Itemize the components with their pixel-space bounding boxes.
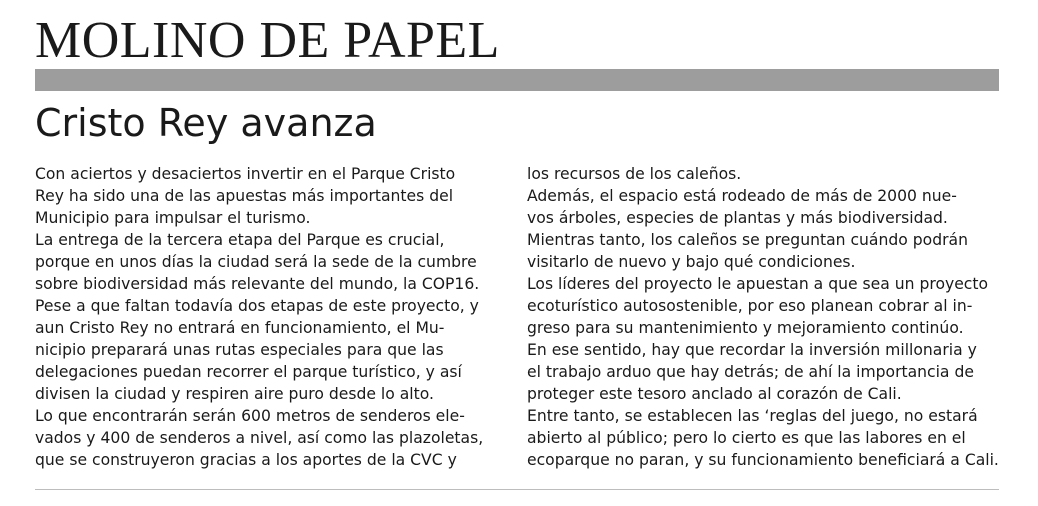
- text-line: proteger este tesoro anclado al corazón de Cali.: [527, 385, 902, 403]
- text-line: divisen la ciudad y respiren aire puro desde lo alto.: [35, 385, 434, 403]
- text-line: Lo que encontrarán serán 600 metros de senderos ele-: [35, 407, 465, 425]
- text-line: ecoturístico autosostenible, por eso planean cobrar al in-: [527, 297, 973, 315]
- text-line: Pese a que faltan todavía dos etapas de este proyecto, y: [35, 297, 479, 315]
- text-line: ecoparque no paran, y su funcionamiento beneficiará a Cali.: [527, 451, 999, 469]
- text-line: Mientras tanto, los caleños se preguntan cuándo podrán: [527, 231, 968, 249]
- text-line: que se construyeron gracias a los aportes de la CVC y: [35, 451, 457, 469]
- text-line: greso para su mantenimiento y mejoramiento continúo.: [527, 319, 964, 337]
- section-title: MOLINO DE PAPEL: [35, 12, 500, 69]
- text-line: abierto al público; pero lo cierto es que las labores en el: [527, 429, 966, 447]
- text-line: aun Cristo Rey no entrará en funcionamiento, el Mu-: [35, 319, 445, 337]
- text-line: Entre tanto, se establecen las ‘reglas del juego, no estará: [527, 407, 978, 425]
- text-line: Rey ha sido una de las apuestas más importantes del: [35, 187, 454, 205]
- text-line: sobre biodiversidad más relevante del mundo, la COP16.: [35, 275, 480, 293]
- text-line: Municipio para impulsar el turismo.: [35, 209, 311, 227]
- text-line: Además, el espacio está rodeado de más de 2000 nue-: [527, 187, 957, 205]
- text-line: delegaciones puedan recorrer el parque turístico, y así: [35, 363, 462, 381]
- title-bar-divider: [35, 69, 999, 91]
- article-column-right: [527, 163, 1007, 471]
- text-line: el trabajo arduo que hay detrás; de ahí la importancia de: [527, 363, 974, 381]
- text-line: Con aciertos y desaciertos invertir en el Parque Cristo: [35, 165, 456, 183]
- article-column-left: [35, 163, 515, 471]
- bottom-divider: [35, 489, 999, 490]
- text-line: vos árboles, especies de plantas y más biodiversidad.: [527, 209, 948, 227]
- text-line: porque en unos días la ciudad será la sede de la cumbre: [35, 253, 477, 271]
- text-line: Los líderes del proyecto le apuestan a que sea un proyecto: [527, 275, 989, 293]
- text-line: La entrega de la tercera etapa del Parque es crucial,: [35, 231, 445, 249]
- text-line: En ese sentido, hay que recordar la inversión millonaria y: [527, 341, 977, 359]
- article-headline: Cristo Rey avanza: [35, 101, 377, 145]
- text-line: nicipio preparará unas rutas especiales para que las: [35, 341, 444, 359]
- text-line: visitarlo de nuevo y bajo qué condiciones.: [527, 253, 856, 271]
- text-line: vados y 400 de senderos a nivel, así como las plazoletas,: [35, 429, 484, 447]
- text-line: los recursos de los caleños.: [527, 165, 742, 183]
